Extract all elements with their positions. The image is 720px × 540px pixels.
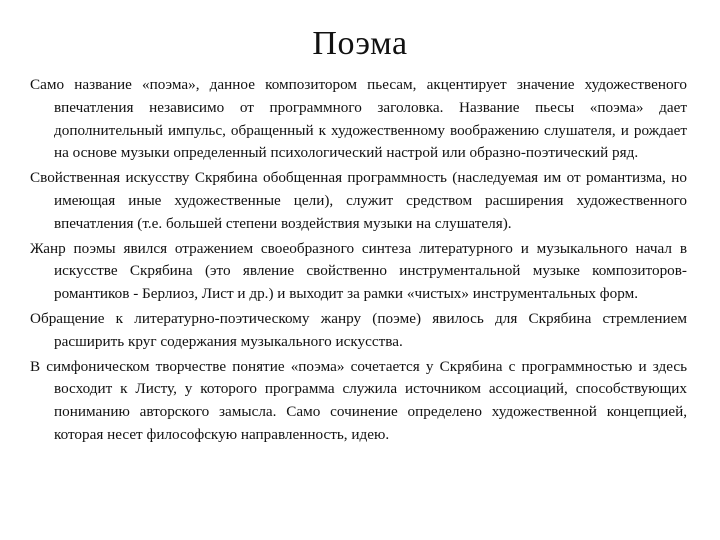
slide-body xyxy=(30,74,687,449)
paragraph: Само название «поэма», данное композитором пьесам, акцентирует значение художественого впечатления независимо от программного заголовка. Название пьесы «поэма» дает дополнительный импульс, обращенный к художественному воображению слушателя, и рождает на основе музыки определенный психологический настрой или образно-поэтический ряд. xyxy=(30,76,687,162)
paragraph: Жанр поэмы явился отражением своеобразного синтеза литературного и музыкального начал в искусстве Скрябина (это явление свойственно инструментальной музыке композиторов-романтиков - Берлиоз, Лист и др.) и выходит за рамки «чистых» инструментальных форм. xyxy=(30,239,687,303)
paragraph: Обращение к литературно-поэтическому жанру (поэме) явилось для Скрябина стремлением расширить круг содержания музыкального искусства. xyxy=(30,309,687,350)
paragraph: В симфоническом творчестве понятие «поэма» сочетается у Скрябина с программностью и здесь восходит к Листу, у которого программа служила источником ассоциаций, способствующих пониманию авторского замысла. Само сочинение определено художественной концепцией, которая несет философскую направленность, идею. xyxy=(30,357,687,443)
paragraph: Свойственная искусству Скрябина обобщенная программность (наследуемая им от романтизма, но имеющая иные художественные цели), служит средством расширения художественного впечатления (т.е. большей степени воздействия музыки на слушателя). xyxy=(30,169,687,232)
slide-title: Поэма xyxy=(312,25,408,62)
